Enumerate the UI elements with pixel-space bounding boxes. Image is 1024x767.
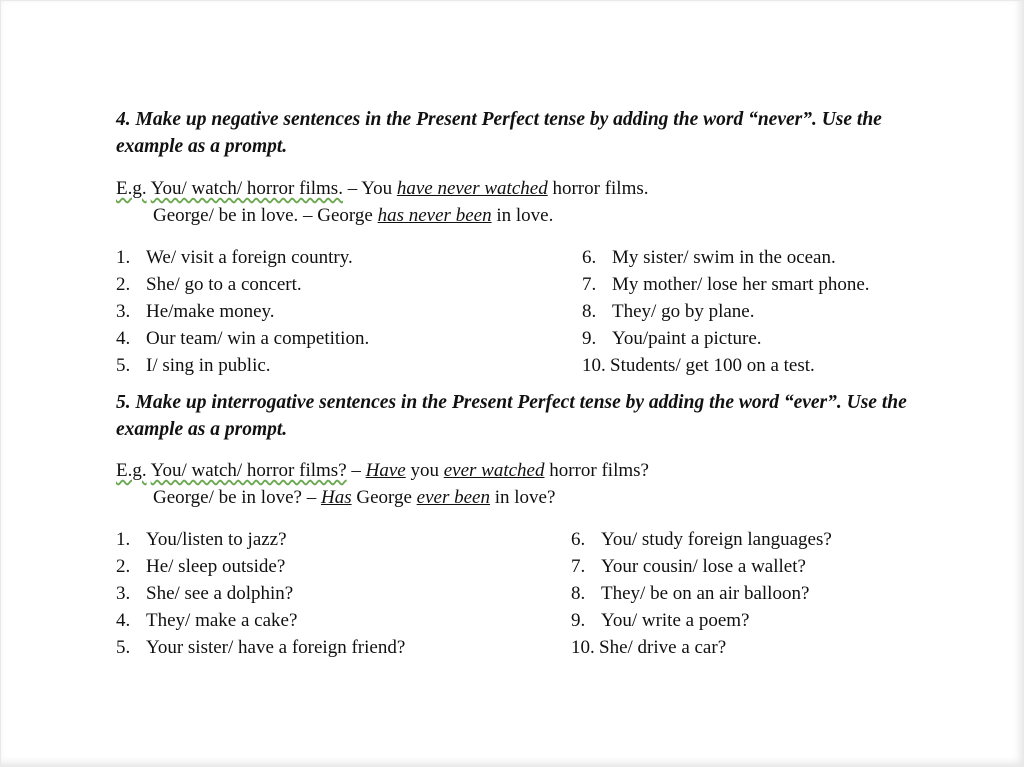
item-text: He/ sleep outside? <box>146 556 286 577</box>
example-rest: in love. <box>491 205 554 226</box>
item-text: She/ see a dolphin? <box>146 583 294 604</box>
eg-label: E.g. <box>116 460 147 481</box>
item-number: 3. <box>116 583 131 604</box>
exercise-5-example-2 <box>153 484 555 511</box>
example-mid: you <box>405 460 444 481</box>
item-number: 8. <box>571 583 586 604</box>
item-number: 5. <box>116 637 131 658</box>
exercise-5-example-1 <box>116 457 649 484</box>
example-answer: ever watched <box>443 460 545 481</box>
exercise-4-example-1 <box>116 175 649 202</box>
list-item <box>116 580 405 607</box>
exercise-5-right-list <box>571 526 832 661</box>
example-dash: – George <box>298 205 378 226</box>
example-dash: – <box>301 487 321 508</box>
item-number: 7. <box>571 556 586 577</box>
example-rest: horror films? <box>544 460 649 481</box>
example-rest: in love? <box>489 487 556 508</box>
example-dash: – You <box>342 178 397 199</box>
eg-label: E.g. <box>116 178 147 199</box>
list-item <box>571 580 832 607</box>
item-number: 5. <box>116 355 131 376</box>
example-aux: Have <box>365 460 406 481</box>
item-text: You/ study foreign languages? <box>601 529 832 550</box>
item-number: 6. <box>571 529 586 550</box>
item-text: I/ sing in public. <box>146 355 271 376</box>
list-item <box>571 607 832 634</box>
item-text: Our team/ win a competition. <box>146 328 370 349</box>
item-text: She/ go to a concert. <box>146 274 302 295</box>
exercise-4-left-list <box>116 244 369 379</box>
example-aux: Has <box>320 487 352 508</box>
item-text: You/ write a poem? <box>601 610 750 631</box>
item-text: They/ be on an air balloon? <box>601 583 810 604</box>
item-text: My sister/ swim in the ocean. <box>612 247 836 268</box>
list-item <box>116 271 369 298</box>
list-item <box>116 526 405 553</box>
example-answer: ever been <box>416 487 490 508</box>
list-item <box>116 325 369 352</box>
list-item <box>582 271 870 298</box>
exercise-4-right-list <box>582 244 870 379</box>
item-number: 8. <box>582 301 597 322</box>
item-text: They/ go by plane. <box>612 301 755 322</box>
exercise-5-heading: 5. Make up interrogative sentences in the Present Perfect tense by adding the word “ever”. Use the example as a prompt. <box>116 392 907 440</box>
item-number: 3. <box>116 301 131 322</box>
item-text: You/paint a picture. <box>612 328 762 349</box>
item-text: He/make money. <box>146 301 275 322</box>
example-prompt: You/ watch/ horror films? <box>150 460 347 481</box>
example-dash: – <box>346 460 366 481</box>
list-item <box>571 553 832 580</box>
item-text: Your cousin/ lose a wallet? <box>601 556 806 577</box>
list-item <box>116 634 405 661</box>
item-text: My mother/ lose her smart phone. <box>612 274 870 295</box>
list-item <box>582 352 870 379</box>
item-text: Your sister/ have a foreign friend? <box>146 637 406 658</box>
exercise-4-heading: 4. Make up negative sentences in the Present Perfect tense by adding the word “never”. Use the example as a prompt. <box>116 109 882 157</box>
item-number: 2. <box>116 274 131 295</box>
list-item <box>582 244 870 271</box>
list-item <box>116 553 405 580</box>
example-answer: has never been <box>377 205 492 226</box>
list-item <box>582 298 870 325</box>
item-number: 2. <box>116 556 131 577</box>
item-number: 6. <box>582 247 597 268</box>
list-item <box>116 298 369 325</box>
item-number: 4. <box>116 610 131 631</box>
example-rest: horror films. <box>547 178 649 199</box>
item-number: 10. <box>582 355 606 376</box>
item-text: Students/ get 100 on a test. <box>610 355 815 376</box>
item-number: 9. <box>571 610 586 631</box>
item-number: 9. <box>582 328 597 349</box>
example-prompt: George/ be in love? <box>153 487 302 508</box>
list-item <box>116 607 405 634</box>
item-text: We/ visit a foreign country. <box>146 247 353 268</box>
exercise-4-example-2 <box>153 202 553 229</box>
item-text: She/ drive a car? <box>599 637 727 658</box>
example-mid: George <box>351 487 417 508</box>
list-item <box>116 352 369 379</box>
item-number: 7. <box>582 274 597 295</box>
item-number: 1. <box>116 247 131 268</box>
item-number: 1. <box>116 529 131 550</box>
list-item <box>571 526 832 553</box>
example-prompt: George/ be in love. <box>153 205 299 226</box>
example-answer: have never watched <box>396 178 548 199</box>
item-number: 4. <box>116 328 131 349</box>
item-text: They/ make a cake? <box>146 610 298 631</box>
item-text: You/listen to jazz? <box>146 529 287 550</box>
list-item <box>582 325 870 352</box>
list-item <box>571 634 832 661</box>
list-item <box>116 244 369 271</box>
example-prompt: You/ watch/ horror films. <box>150 178 343 199</box>
item-number: 10. <box>571 637 595 658</box>
exercise-5-left-list <box>116 526 405 661</box>
